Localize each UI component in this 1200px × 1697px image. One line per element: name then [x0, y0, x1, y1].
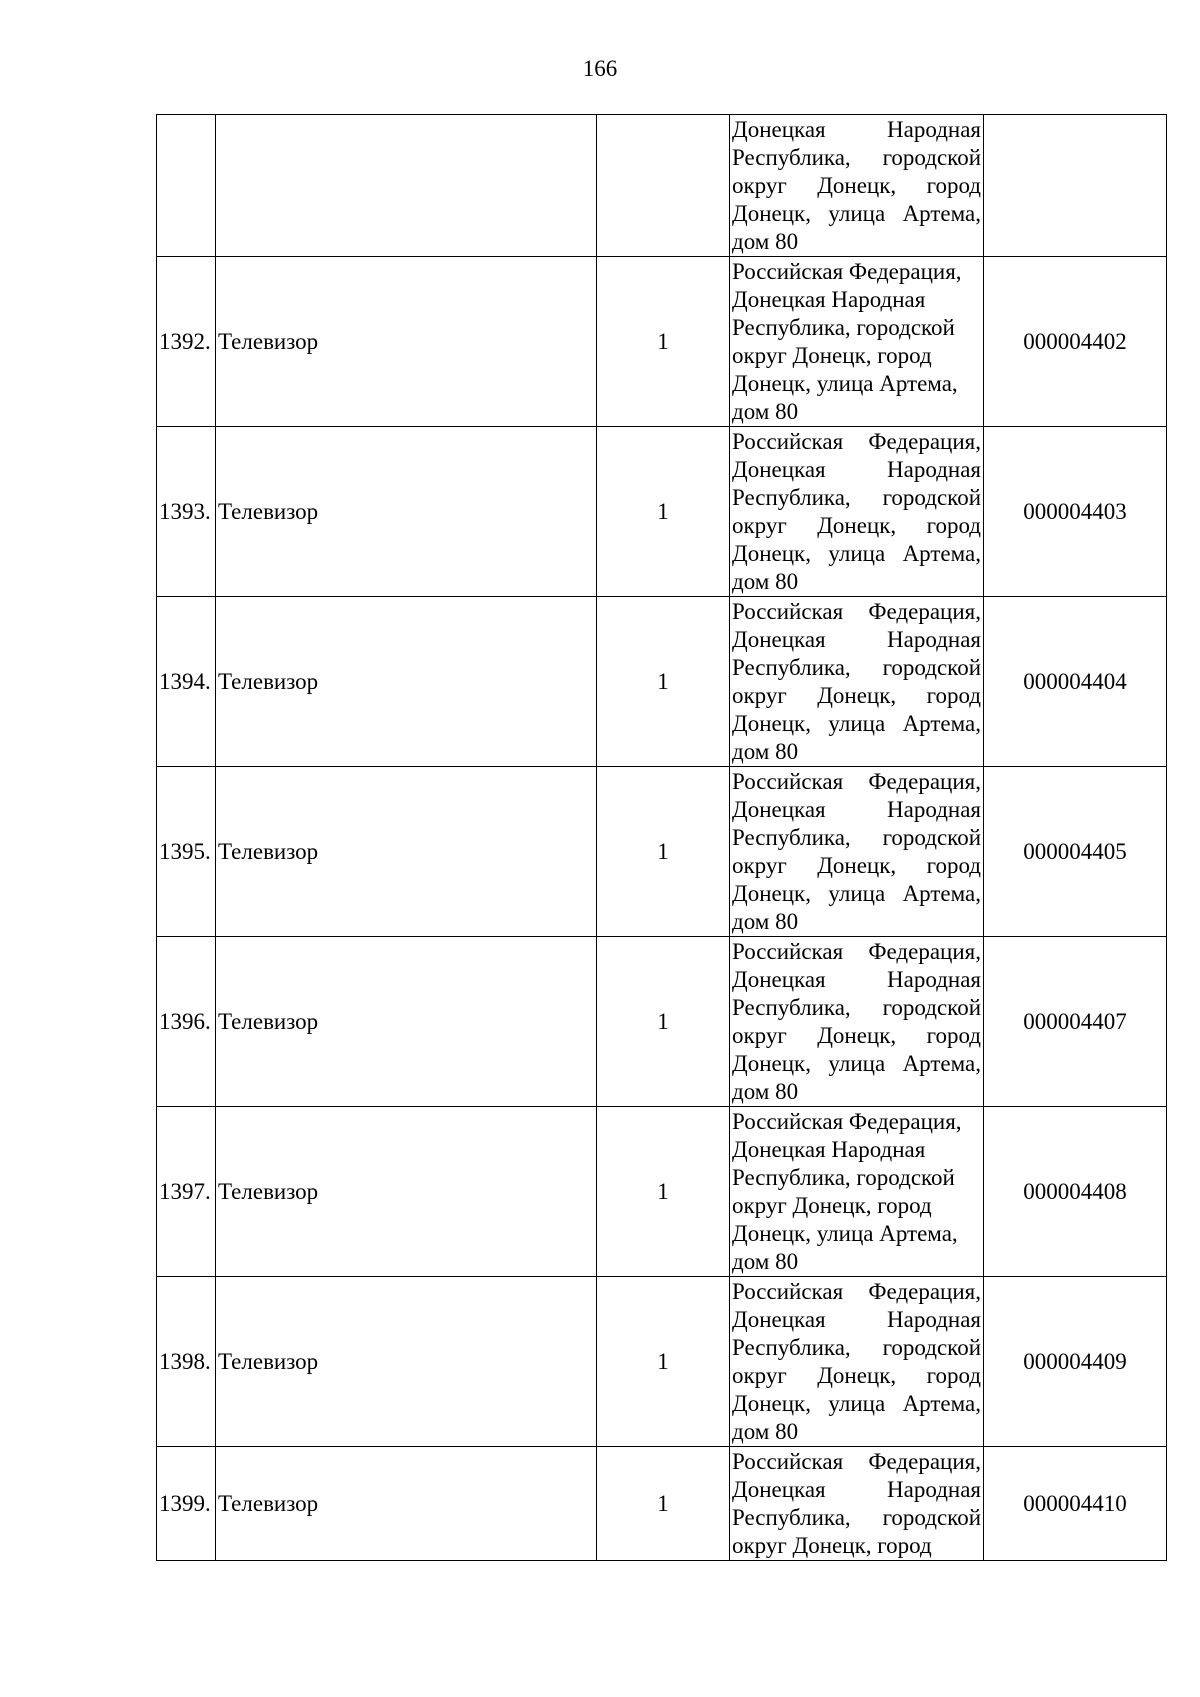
item-name-cell: Телевизор	[216, 1447, 597, 1561]
inventory-number-cell: 000004410	[984, 1447, 1167, 1561]
row-number-cell: 1397.	[157, 1107, 216, 1277]
address-text: Российская Федерация, Донецкая Народная Республика, городской округ Донецк, город Донецк, улица Артема, дом 80	[732, 258, 962, 424]
item-name-cell	[216, 115, 597, 257]
table-row-continuing	[157, 1447, 1167, 1561]
item-name-cell: Телевизор	[216, 427, 597, 597]
address-text: Донецкая Народная Республика, городской округ Донецк, город Донецк, улица Артема, дом 80	[732, 116, 981, 254]
address-cell	[730, 937, 984, 1107]
table-row	[157, 1107, 1167, 1277]
address-text: Российская Федерация, Донецкая Народная Республика, городской округ Донецк, город Донецк, улица Артема, дом 80	[732, 1278, 981, 1444]
quantity-cell: 1	[597, 767, 730, 937]
quantity-cell: 1	[597, 257, 730, 427]
address-cell	[730, 427, 984, 597]
row-number-cell: 1396.	[157, 937, 216, 1107]
address-cell	[730, 1447, 984, 1561]
address-cell	[730, 257, 984, 427]
address-text: Российская Федерация, Донецкая Народная Республика, городской округ Донецк, город Донецк, улица Артема, дом 80	[732, 428, 981, 594]
inventory-number-cell: 000004403	[984, 427, 1167, 597]
inventory-number-cell	[984, 115, 1167, 257]
quantity-cell: 1	[597, 597, 730, 767]
page-number: 166	[582, 56, 618, 81]
row-number-cell: 1399.	[157, 1447, 216, 1561]
item-name-cell: Телевизор	[216, 1277, 597, 1447]
row-number-cell: 1392.	[157, 257, 216, 427]
address-text: Российская Федерация, Донецкая Народная Республика, городской округ Донецк, город Донецк, улица Артема, дом 80	[732, 768, 981, 934]
row-number-cell: 1395.	[157, 767, 216, 937]
item-name-cell: Телевизор	[216, 1107, 597, 1277]
table-row	[157, 597, 1167, 767]
inventory-number-cell: 000004405	[984, 767, 1167, 937]
address-cell	[730, 767, 984, 937]
inventory-table	[156, 114, 1167, 1561]
inventory-number-cell: 000004408	[984, 1107, 1167, 1277]
row-number-cell: 1394.	[157, 597, 216, 767]
address-cell	[730, 1277, 984, 1447]
quantity-cell: 1	[597, 1277, 730, 1447]
row-number-cell	[157, 115, 216, 257]
item-name-cell: Телевизор	[216, 937, 597, 1107]
address-cell	[730, 115, 984, 257]
inventory-number-cell: 000004409	[984, 1277, 1167, 1447]
item-name-cell: Телевизор	[216, 257, 597, 427]
address-text: Российская Федерация, Донецкая Народная Республика, городской округ Донецк, город Донецк, улица Артема, дом 80	[732, 1108, 962, 1274]
quantity-cell: 1	[597, 427, 730, 597]
address-text: Российская Федерация, Донецкая Народная Республика, городской округ Донецк, город Донецк, улица Артема, дом 80	[732, 598, 981, 764]
row-number-cell: 1393.	[157, 427, 216, 597]
item-name-cell: Телевизор	[216, 767, 597, 937]
table-row	[157, 257, 1167, 427]
table-row	[157, 427, 1167, 597]
quantity-cell: 1	[597, 1107, 730, 1277]
table-row-continued	[157, 115, 1167, 257]
quantity-cell: 1	[597, 937, 730, 1107]
inventory-number-cell: 000004402	[984, 257, 1167, 427]
row-number-cell: 1398.	[157, 1277, 216, 1447]
item-name-cell: Телевизор	[216, 597, 597, 767]
address-text: Российская Федерация, Донецкая Народная Республика, городской округ Донецк, город	[732, 1448, 981, 1558]
address-cell	[730, 597, 984, 767]
inventory-number-cell: 000004407	[984, 937, 1167, 1107]
table-row	[157, 937, 1167, 1107]
quantity-cell: 1	[597, 1447, 730, 1561]
address-cell	[730, 1107, 984, 1277]
address-text: Российская Федерация, Донецкая Народная Республика, городской округ Донецк, город Донецк, улица Артема, дом 80	[732, 938, 981, 1104]
table-row	[157, 1277, 1167, 1447]
table-row	[157, 767, 1167, 937]
inventory-number-cell: 000004404	[984, 597, 1167, 767]
quantity-cell	[597, 115, 730, 257]
